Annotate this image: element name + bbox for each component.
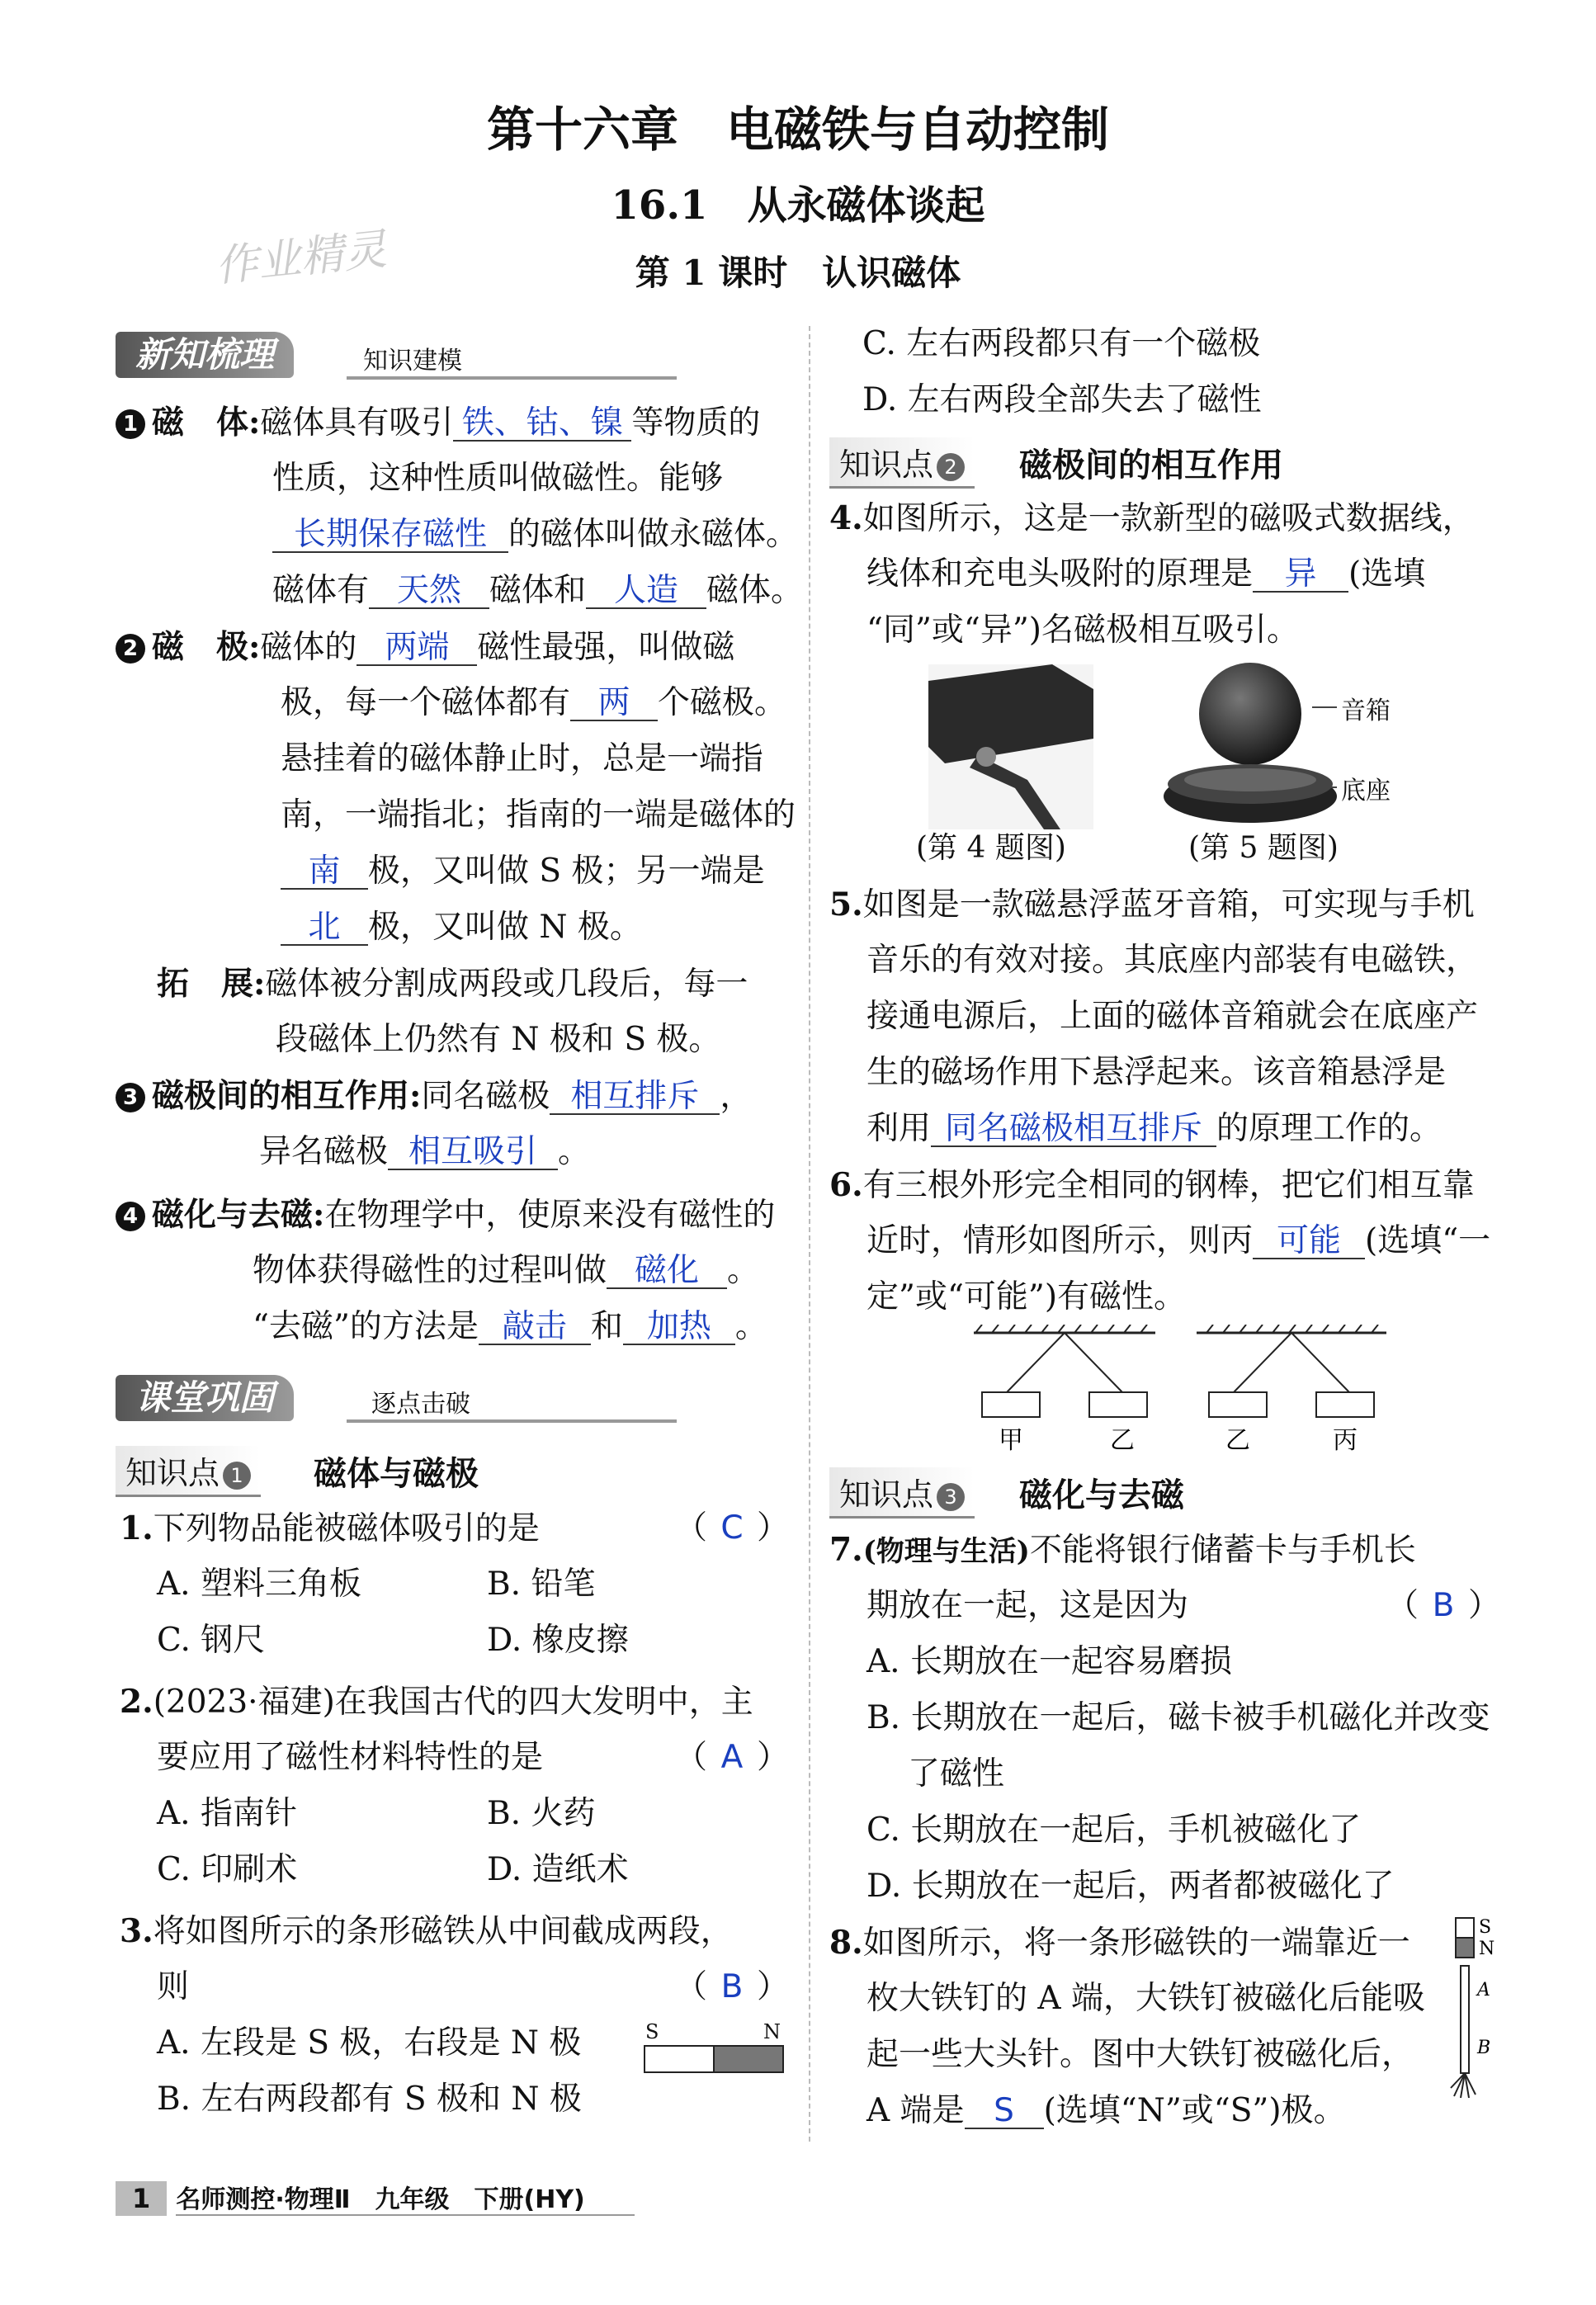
knowledge-point-3: 知识点 3 磁化与去磁: [829, 1467, 1490, 1512]
banner-sub: 逐点击破: [371, 1390, 470, 1419]
fig5-label-base: 底座: [1341, 777, 1391, 805]
q3-line1: 3.将如图所示的条形磁铁从中间截成两段，: [120, 1912, 733, 1950]
k4-line3: “去磁”的方法是 敲击 和 加热 。: [253, 1308, 767, 1345]
speaker-leader-line: [1312, 706, 1337, 708]
k2-line6: 北 极，又叫做 N 极。: [281, 909, 642, 946]
banner-class-practice: [116, 1372, 677, 1424]
lesson-title: 第 1 课时 认识磁体: [635, 253, 961, 293]
q3-bar-magnet-figure: [644, 2020, 784, 2078]
q8-line3: 起一些大头针。图中大铁钉被磁化后，: [866, 2036, 1414, 2073]
q8-line4: A 端是 S (选填“N”或“S”)极。: [866, 2092, 1346, 2129]
page-footer: [116, 2179, 635, 2216]
q7-option-c: C. 长期放在一起后，手机被磁化了: [866, 1811, 1362, 1849]
q7-option-d: D. 长期放在一起后，两者都被磁化了: [866, 1868, 1395, 1905]
q6-steel-rods-figure: [974, 1325, 1386, 1457]
page-number: 1: [116, 2181, 167, 2216]
q7-option-b-line1: B. 长期放在一起后，磁卡被手机磁化并改变: [866, 1699, 1490, 1736]
q4-line1: 4.如图所示，这是一款新型的磁吸式数据线，: [829, 499, 1475, 537]
q3-option-b: B. 左右两段都有 S 极和 N 极: [157, 2081, 582, 2118]
footer-text: 名师测控·物理Ⅱ 九年级 下册(HY): [176, 2185, 634, 2216]
q1-option-b: B. 铅笔: [487, 1566, 596, 1603]
q3-answer: （ B ）: [675, 1968, 790, 2005]
nail-b-label: B: [1477, 2038, 1491, 2058]
knowledge-point-2: 知识点 2 磁极间的相互作用: [829, 437, 1490, 482]
banner-tag: 新知梳理: [116, 332, 294, 378]
q2-option-c: C. 印刷术: [157, 1851, 298, 1888]
q8-line2: 枚大铁钉的 A 端，大铁钉被磁化后能吸: [866, 1980, 1425, 2017]
section-title: 16.1 从永磁体谈起: [611, 182, 985, 229]
q3-line2: 则: [157, 1968, 190, 2005]
q1-stem: 1.下列物品能被磁体吸引的是: [120, 1509, 540, 1547]
q2-answer: （ A ）: [675, 1739, 790, 1776]
banner-sub: 知识建模: [363, 347, 462, 376]
fig4-cable-photo: [928, 664, 1093, 829]
q3-option-a: A. 左段是 S 极，右段是 N 极: [157, 2024, 582, 2062]
q3-option-d: D. 左右两段全部失去了磁性: [862, 381, 1262, 418]
q5-line5: 利用 同名磁极相互排斥 的原理工作的。: [866, 1110, 1443, 1147]
fig5-label-speaker: 音箱: [1341, 697, 1391, 725]
k2-line5: 南 极，又叫做 S 极；另一端是: [281, 853, 765, 890]
knowledge-point-1: 知识点 1 磁体与磁极: [116, 1446, 693, 1490]
k3-line1: 3 磁极间的相互作用:同名磁极 相互排斥 ，: [116, 1078, 752, 1115]
q2-option-b: B. 火药: [487, 1795, 596, 1832]
q4-line2: 线体和充电头吸附的原理是 异 (选填: [866, 555, 1426, 593]
k3-line2: 异名磁极 相互吸引 。: [259, 1133, 591, 1170]
ext-line2: 段磁体上仍然有 N 极和 S 极。: [276, 1021, 721, 1058]
q6-line1: 6.有三根外形完全相同的钢棒，把它们相互靠: [829, 1166, 1475, 1204]
q4-line3: “同”或“异”)名磁极相互吸引。: [866, 612, 1299, 649]
q7-line2: 期放在一起，这是因为: [866, 1587, 1189, 1624]
chapter-title: 第十六章 电磁铁与自动控制: [486, 102, 1109, 158]
k2-line2: 极，每一个磁体都有 两 个磁极。: [281, 684, 787, 721]
banner-new-knowledge: [116, 328, 677, 381]
q1-answer: （ C ）: [675, 1509, 790, 1547]
q2-option-d: D. 造纸术: [487, 1851, 629, 1888]
q2-line1: 2.(2023·福建)在我国古代的四大发明中，主: [120, 1683, 753, 1721]
magnet-s-label: S: [645, 2020, 659, 2043]
q6-line3: 定”或“可能”)有磁性。: [866, 1278, 1187, 1315]
k1-line4: 磁体有 天然 磁体和 人造 磁体。: [272, 572, 804, 609]
q6-line2: 近时，情形如图所示，则丙 可能 (选填“一: [866, 1222, 1491, 1259]
k1-line1: 1 磁 体:磁体具有吸引 铁、钴、镍 等物质的: [116, 404, 760, 442]
ext-line1: 拓 展:磁体被分割成两段或几段后，每一: [157, 965, 748, 1003]
q7-line1: 7.(物理与生活)不能将银行储蓄卡与手机长: [829, 1531, 1416, 1569]
q8-line1: 8.如图所示，将一条形磁铁的一端靠近一: [829, 1924, 1410, 1962]
q5-line4: 生的磁场作用下悬浮起来。该音箱悬浮是: [866, 1054, 1447, 1091]
k4-line1: 4 磁化与去磁:在物理学中，使原来没有磁性的: [116, 1197, 775, 1234]
rod-label-bing: 丙: [1333, 1426, 1358, 1455]
q1-option-a: A. 塑料三角板: [157, 1566, 361, 1603]
k2-line1: 2 磁 极:磁体的 两端 磁性最强，叫做磁: [116, 629, 734, 666]
rod-label-yi-2: 乙: [1225, 1426, 1250, 1455]
q3-option-c: C. 左右两段都只有一个磁极: [862, 325, 1261, 362]
q5-line3: 接通电源后，上面的磁体音箱就会在底座产: [866, 998, 1479, 1035]
column-divider: [809, 326, 810, 2142]
q7-answer: （ B ）: [1386, 1587, 1501, 1624]
q1-option-d: D. 橡皮擦: [487, 1622, 629, 1659]
nail-a-label: A: [1477, 1980, 1490, 2000]
banner-tag: 课堂巩固: [116, 1375, 294, 1421]
k4-line2: 物体获得磁性的过程叫做 磁化 。: [253, 1252, 760, 1289]
k1-line2: 性质，这种性质叫做磁性。能够: [272, 460, 724, 497]
fig5-levitating-speaker-photo: [1159, 660, 1341, 825]
fig5-caption: (第 5 题图): [1188, 831, 1339, 865]
q7-option-a: A. 长期放在一起容易磨损: [866, 1643, 1232, 1680]
rod-label-yi-1: 乙: [1110, 1426, 1135, 1455]
k2-line3: 悬挂着的磁体静止时，总是一端指: [281, 740, 764, 777]
q5-line2: 音乐的有效对接。其底座内部装有电磁铁，: [866, 942, 1479, 979]
q8-magnet-nail-figure: [1444, 1915, 1502, 2104]
watermark: 作业精灵: [213, 224, 390, 292]
magnet-n-label: N: [1479, 1939, 1495, 1959]
q2-line2: 要应用了磁性材料特性的是: [157, 1739, 544, 1776]
q7-option-b-line2: 了磁性: [908, 1755, 1005, 1793]
rod-label-jia: 甲: [999, 1426, 1023, 1455]
fig4-caption: (第 4 题图): [916, 831, 1066, 865]
magnet-s-label: S: [1479, 1917, 1492, 1938]
base-leader-line: [1320, 786, 1337, 788]
k1-line3: 长期保存磁性 的磁体叫做永磁体。: [272, 517, 798, 553]
q2-option-a: A. 指南针: [157, 1795, 297, 1832]
q5-line1: 5.如图是一款磁悬浮蓝牙音箱，可实现与手机: [829, 886, 1475, 923]
q1-option-c: C. 钢尺: [157, 1622, 266, 1659]
k2-line4: 南，一端指北；指南的一端是磁体的: [281, 796, 796, 834]
magnet-n-label: N: [763, 2020, 781, 2043]
